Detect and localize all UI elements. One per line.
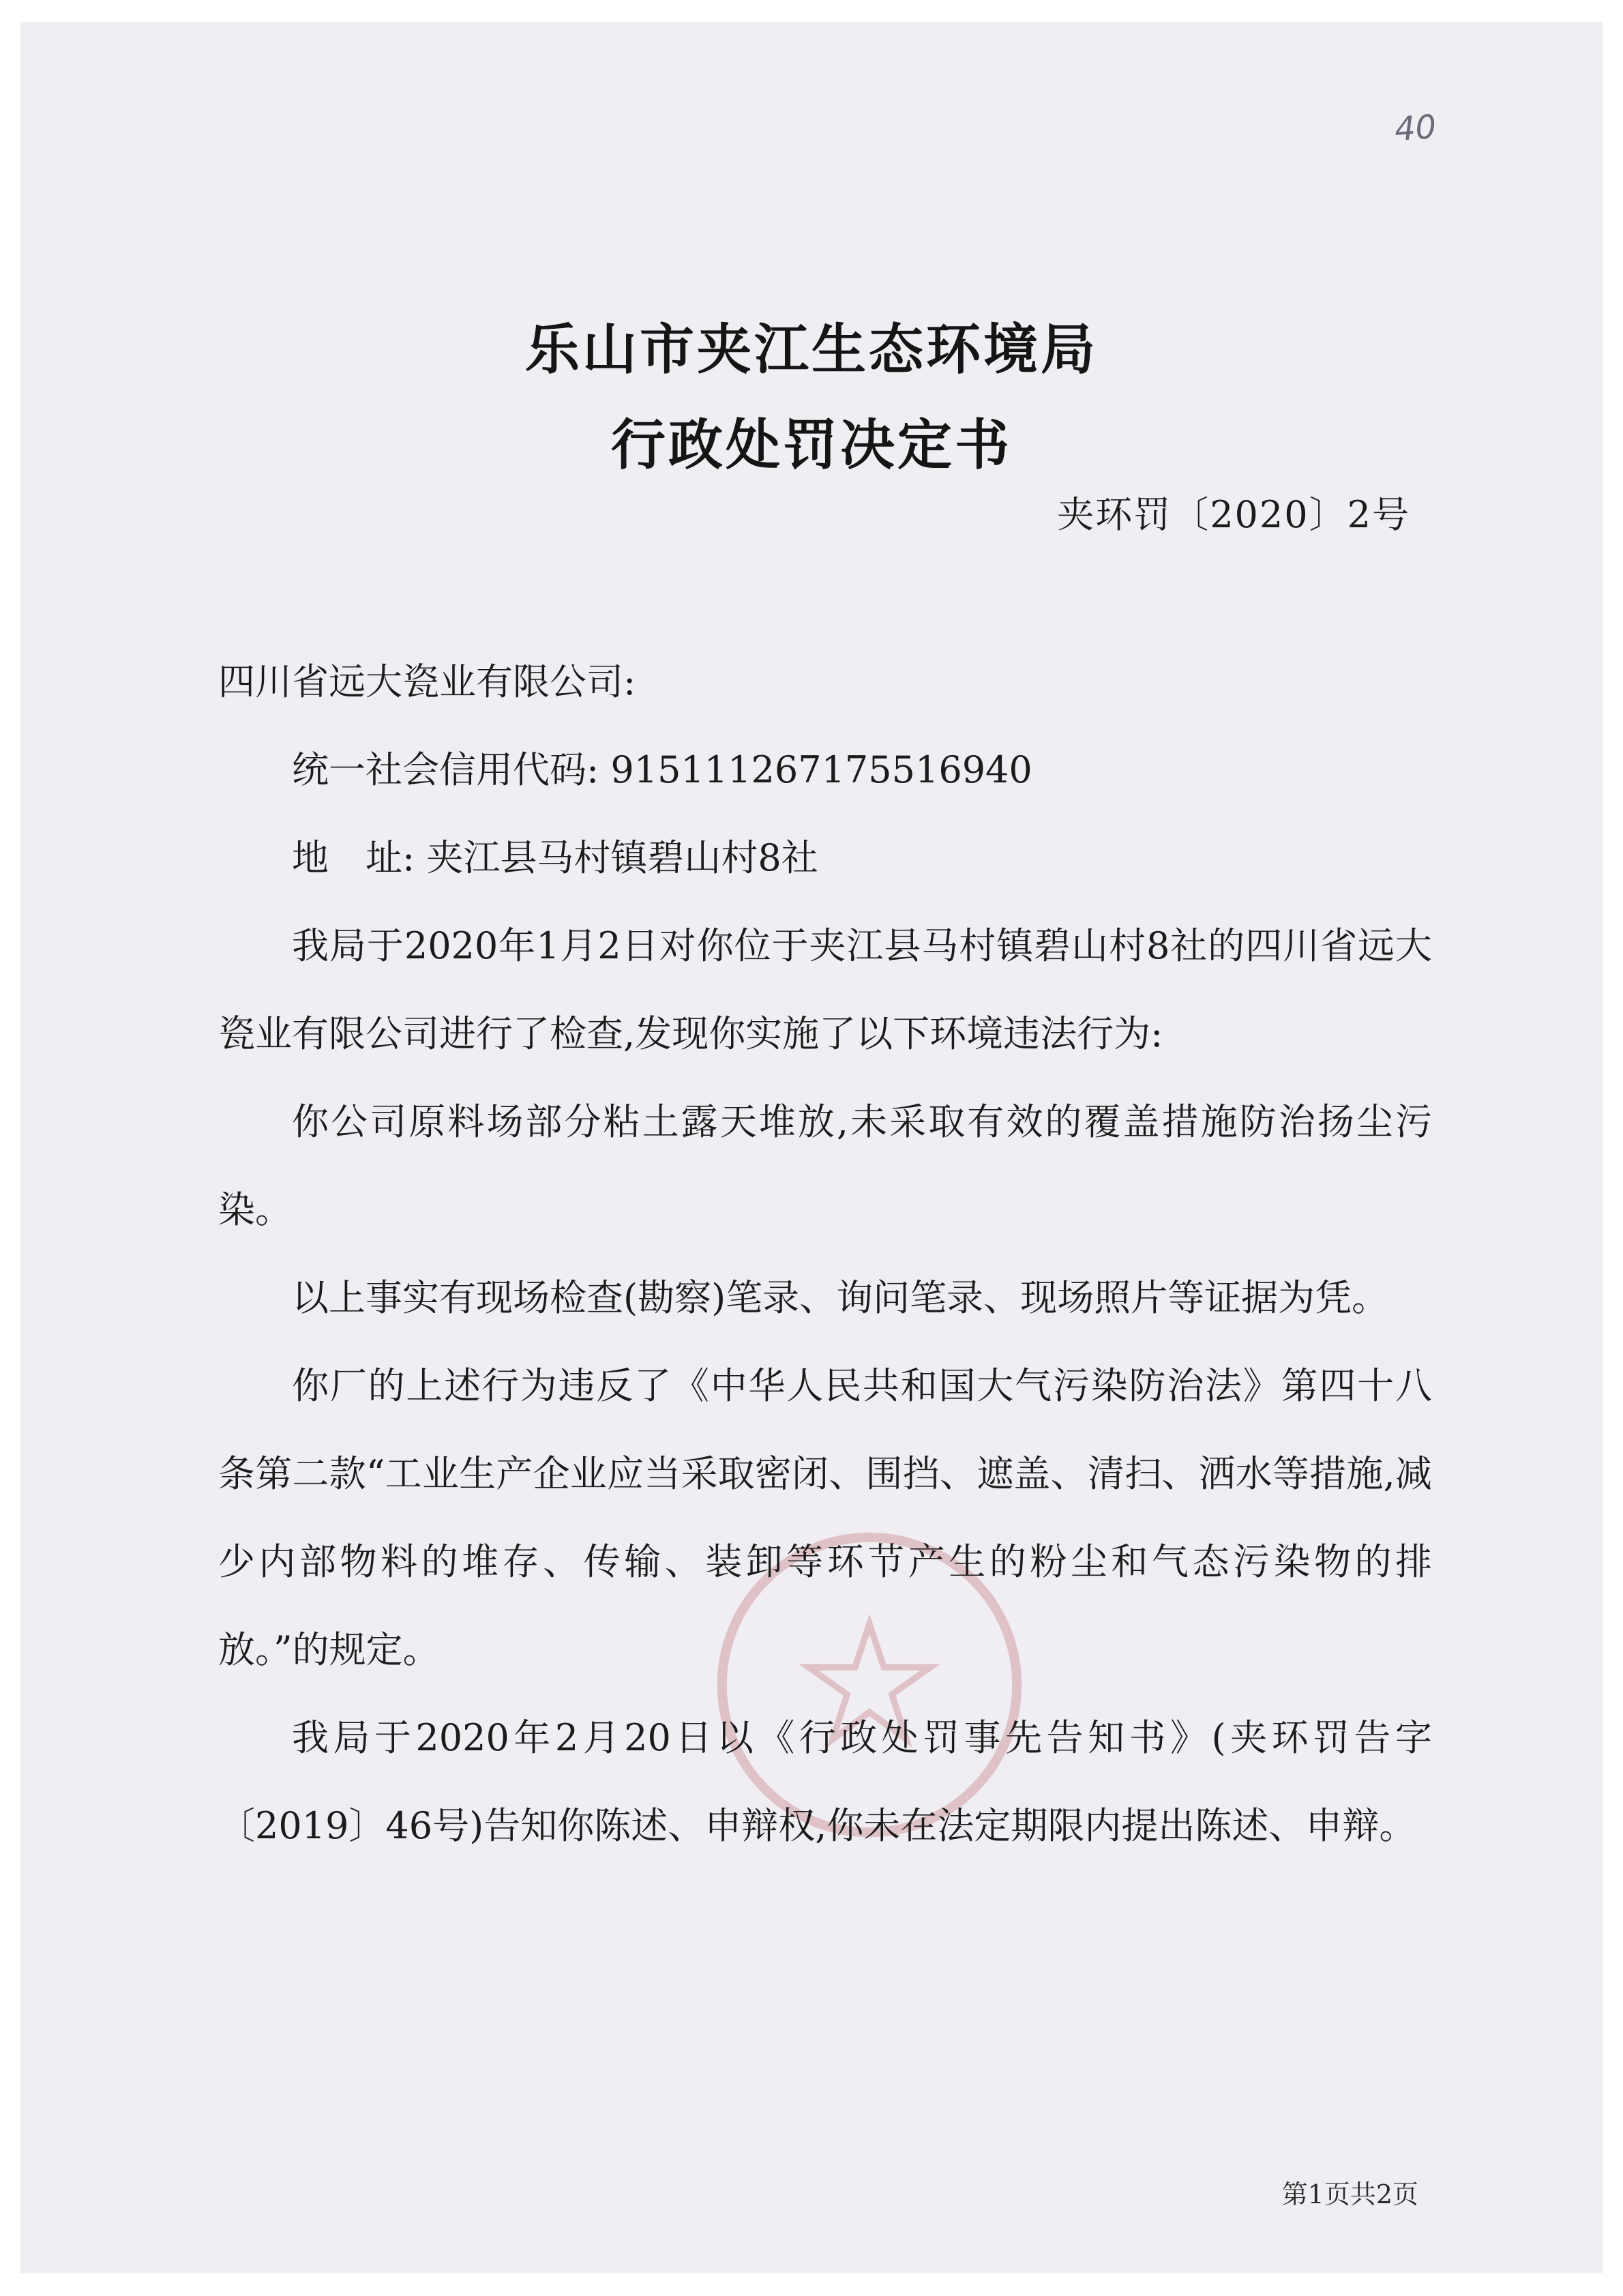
- address: 地 址: 夹江县马村镇碧山村8社: [292, 836, 818, 879]
- paragraph-evidence: 以上事实有现场检查(勘察)笔录、询问笔录、现场照片等证据为凭。: [292, 1276, 1389, 1319]
- document-title-line1: 乐山市夹江生态环境局: [525, 317, 1098, 381]
- document-title-line2: 行政处罚决定书: [611, 413, 1012, 477]
- document-body: [218, 638, 1432, 1870]
- paragraph-violation: 你公司原料场部分粘土露天堆放,未采取有效的覆盖措施防治扬尘污染。: [218, 1100, 1432, 1231]
- document-number: 夹环罚〔2020〕2号: [1057, 493, 1410, 536]
- recipient-name: 四川省远大瓷业有限公司:: [218, 660, 636, 703]
- credit-code: 统一社会信用代码: 915111267175516940: [292, 748, 1032, 791]
- paragraph-inspection: 我局于2020年1月2日对你位于夹江县马村镇碧山村8社的四川省远大瓷业有限公司进行了检查,发现你实施了以下环境违法行为:: [218, 924, 1432, 1055]
- page-footer: 第1页共2页: [1281, 2179, 1418, 2209]
- handwritten-page-number: 40: [1393, 107, 1438, 149]
- paragraph-notice: 我局于2020年2月20日以《行政处罚事先告知书》(夹环罚告字〔2019〕46号)告知你陈述、申辩权,你未在法定期限内提出陈述、申辩。: [218, 1716, 1432, 1847]
- paragraph-law: 你厂的上述行为违反了《中华人民共和国大气污染防治法》第四十八条第二款“工业生产企业应当采取密闭、围挡、遮盖、清扫、洒水等措施,减少内部物料的堆存、传输、装卸等环节产生的粉尘和气态污染物的排放。”的规定。: [218, 1364, 1432, 1671]
